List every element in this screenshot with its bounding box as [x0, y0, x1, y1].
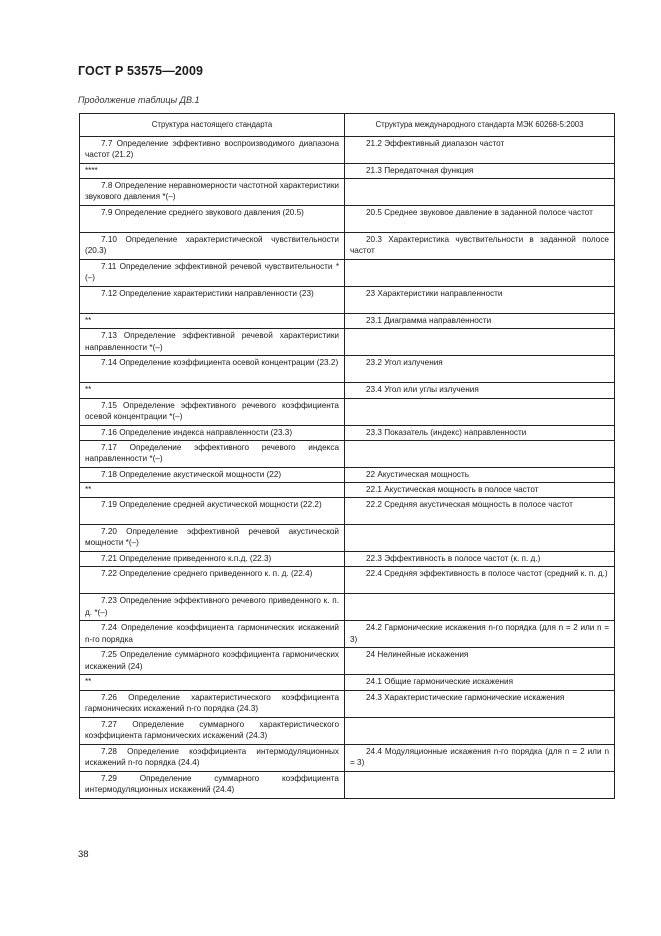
table-row — [80, 356, 615, 383]
table-caption: Продолжение таблицы ДВ.1 — [78, 95, 200, 105]
national-clause-cell: 7.26 Определение характеристического коэффициента гармонических искажений n-го порядка (24.3) — [80, 690, 345, 717]
page-number: 38 — [78, 849, 89, 860]
national-clause-cell: 7.23 Определение эффективного речевого приведенного к. п. д. *(–) — [80, 594, 345, 621]
table-body — [80, 137, 615, 799]
national-clause-cell: 7.8 Определение неравномерности частотной характеристики звукового давления *(–) — [80, 179, 345, 206]
national-clause-cell: 7.24 Определение коэффициента гармонических искажений n-го порядка — [80, 621, 345, 648]
national-clause-cell: 7.19 Определение средней акустической мощности (22.2) — [80, 498, 345, 525]
national-clause-cell: **** — [80, 164, 345, 179]
national-clause-cell: 7.10 Определение характеристической чувствительности (20.3) — [80, 233, 345, 260]
table-row — [80, 467, 615, 482]
international-clause-cell: 22.3 Эффективность в полосе частот (к. п. д.) — [345, 552, 615, 567]
international-clause-cell — [345, 717, 615, 744]
correspondence-table — [79, 113, 615, 799]
table-row — [80, 525, 615, 552]
international-clause-cell: 20.5 Среднее звуковое давление в заданной полосе частот — [345, 206, 615, 233]
national-clause-cell: 7.7 Определение эффективно воспроизводимого диапазона частот (21.2) — [80, 137, 345, 164]
table-row — [80, 287, 615, 314]
column-header-international: Структура международного стандарта МЭК 60268-5:2003 — [345, 114, 615, 137]
table-row — [80, 206, 615, 233]
national-clause-cell: 7.17 Определение эффективного речевого индекса направленности *(–) — [80, 440, 345, 467]
international-clause-cell: 24.2 Гармонические искажения n-го порядка (для n = 2 или n = 3) — [345, 621, 615, 648]
national-clause-cell: 7.22 Определение среднего приведенного к. п. д. (22.4) — [80, 567, 345, 594]
national-clause-cell: ** — [80, 314, 345, 329]
table-row — [80, 425, 615, 440]
international-clause-cell: 21.2 Эффективный диапазон частот — [345, 137, 615, 164]
international-clause-cell: 22.4 Средняя эффективность в полосе частот (средний к. п. д.) — [345, 567, 615, 594]
international-clause-cell — [345, 525, 615, 552]
international-clause-cell: 24.1 Общие гармонические искажения — [345, 675, 615, 690]
table-row — [80, 398, 615, 425]
table-row — [80, 329, 615, 356]
international-clause-cell: 23 Характеристики направленности — [345, 287, 615, 314]
international-clause-cell: 20.3 Характеристика чувствительности в заданной полосе частот — [345, 233, 615, 260]
table-row — [80, 771, 615, 798]
table-row — [80, 179, 615, 206]
national-clause-cell: 7.15 Определение эффективного речевого коэффициента осевой концентрации *(–) — [80, 398, 345, 425]
international-clause-cell — [345, 260, 615, 287]
table-row — [80, 744, 615, 771]
national-clause-cell: 7.13 Определение эффективной речевой характеристики направленности *(–) — [80, 329, 345, 356]
document-header: ГОСТ Р 53575—2009 — [78, 64, 204, 78]
national-clause-cell: 7.12 Определение характеристики направленности (23) — [80, 287, 345, 314]
international-clause-cell: 23.3 Показатель (индекс) направленности — [345, 425, 615, 440]
column-header-national: Структура настоящего стандарта — [80, 114, 345, 137]
table-row — [80, 717, 615, 744]
national-clause-cell: 7.25 Определение суммарного коэффициента гармонических искажений (24) — [80, 648, 345, 675]
international-clause-cell: 21.3 Передаточная функция — [345, 164, 615, 179]
national-clause-cell: 7.14 Определение коэффициента осевой концентрации (23.2) — [80, 356, 345, 383]
international-clause-cell — [345, 179, 615, 206]
table-row — [80, 164, 615, 179]
national-clause-cell: 7.20 Определение эффективной речевой акустической мощности *(–) — [80, 525, 345, 552]
table-row — [80, 594, 615, 621]
table-row — [80, 648, 615, 675]
table-header-row — [80, 114, 615, 137]
table-row — [80, 567, 615, 594]
national-clause-cell: 7.11 Определение эффективной речевой чувствительности *(–) — [80, 260, 345, 287]
international-clause-cell — [345, 398, 615, 425]
table-row — [80, 383, 615, 398]
international-clause-cell: 24 Нелинейные искажения — [345, 648, 615, 675]
table-row — [80, 498, 615, 525]
international-clause-cell: 23.2 Угол излучения — [345, 356, 615, 383]
table-row — [80, 260, 615, 287]
international-clause-cell: 22 Акустическая мощность — [345, 467, 615, 482]
international-clause-cell — [345, 771, 615, 798]
table-row — [80, 552, 615, 567]
table-row — [80, 675, 615, 690]
national-clause-cell: ** — [80, 675, 345, 690]
international-clause-cell — [345, 329, 615, 356]
table-row — [80, 621, 615, 648]
international-clause-cell — [345, 594, 615, 621]
table-row — [80, 137, 615, 164]
international-clause-cell: 24.4 Модуляционные искажения n-го порядка (для n = 2 или n = 3) — [345, 744, 615, 771]
table-row — [80, 483, 615, 498]
national-clause-cell: 7.28 Определение коэффициента интермодуляционных искажений n-го порядка (24.4) — [80, 744, 345, 771]
international-clause-cell: 24.3 Характеристические гармонические искажения — [345, 690, 615, 717]
national-clause-cell: 7.27 Определение суммарного характеристического коэффициента гармонических искажений (24.3) — [80, 717, 345, 744]
national-clause-cell: 7.18 Определение акустической мощности (22) — [80, 467, 345, 482]
international-clause-cell: 23.1 Диаграмма направленности — [345, 314, 615, 329]
national-clause-cell: 7.29 Определение суммарного коэффициента интермодуляционных искажений (24.4) — [80, 771, 345, 798]
national-clause-cell: 7.16 Определение индекса направленности (23.3) — [80, 425, 345, 440]
national-clause-cell: ** — [80, 483, 345, 498]
international-clause-cell — [345, 440, 615, 467]
international-clause-cell: 22.1 Акустическая мощность в полосе частот — [345, 483, 615, 498]
national-clause-cell: ** — [80, 383, 345, 398]
international-clause-cell: 22.2 Средняя акустическая мощность в полосе частот — [345, 498, 615, 525]
table-row — [80, 440, 615, 467]
international-clause-cell: 23.4 Угол или углы излучения — [345, 383, 615, 398]
table-row — [80, 314, 615, 329]
table-row — [80, 233, 615, 260]
national-clause-cell: 7.21 Определение приведенного к.п.д. (22.3) — [80, 552, 345, 567]
national-clause-cell: 7.9 Определение среднего звукового давления (20.5) — [80, 206, 345, 233]
table-row — [80, 690, 615, 717]
